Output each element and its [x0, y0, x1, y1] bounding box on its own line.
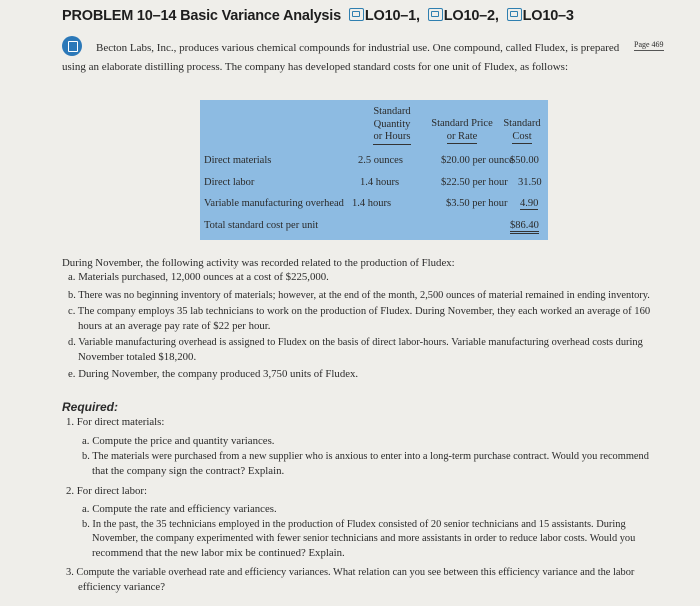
header-line: or Hours: [373, 131, 410, 145]
row-quantity: 1.4 hours: [360, 177, 400, 188]
question-1b-line2: that the company sign the contract? Explain.: [92, 465, 285, 477]
problem-badge-icon: [62, 36, 82, 56]
question-2: 2. For direct labor:: [66, 485, 147, 497]
activity-e: e. During November, the company produced 3,750 units of Fludex.: [68, 368, 359, 380]
required-heading: Required:: [62, 400, 119, 414]
activity-a: a. Materials purchased, 12,000 ounces at a cost of $225,000.: [68, 271, 329, 283]
question-2b-line2: November, the company experimented with fewer senior technicians and more assistants in order to reduce labor costs. Would you: [92, 533, 636, 544]
header-line: Standard Price: [431, 118, 493, 129]
question-2b-line3: recommend that the new labor mix be continued? Explain.: [92, 547, 345, 559]
problem-header: [62, 8, 574, 24]
row-cost: $50.00: [510, 155, 539, 166]
learning-objective-icon: [507, 8, 522, 21]
question-1: 1. For direct materials:: [66, 416, 165, 428]
header-line: Standard: [503, 118, 541, 129]
row-cost: 31.50: [518, 177, 542, 188]
row-label: Direct materials: [204, 155, 272, 166]
price-header: [422, 118, 502, 144]
activity-d-line1: d. Variable manufacturing overhead is assigned to Fludex on the basis of direct labor-hours. Variable manufacturing overhead costs during: [68, 337, 643, 348]
question-1b-line1: b. The materials were purchased from a new supplier who is anxious to enter into a long-term purchase contract. Would you recommend: [82, 451, 649, 462]
intro-line-2: using an elaborate distilling process. The company has developed standard costs for one unit of Fludex, as follows:: [62, 61, 568, 73]
row-price: $20.00 per ounce: [441, 155, 514, 166]
row-cost: 4.90: [520, 198, 539, 209]
question-2b-line1: b. In the past, the 35 technicians employed in the production of Fludex consisted of 20 senior technicians and 15 assistants. During: [82, 519, 626, 530]
objective-1: LO10–1,: [364, 8, 420, 24]
activity-d-line2: November totaled $18,200.: [78, 351, 197, 363]
header-line: Standard: [373, 106, 411, 117]
activity-c-line1: c. The company employs 35 lab technicians to work on the production of Fludex. During November, they each worked an average of 160: [68, 306, 651, 317]
question-3-line2: efficiency variance?: [78, 581, 166, 593]
total-value: $86.40: [510, 220, 539, 234]
learning-objective-icon: [428, 8, 443, 21]
row-price: $3.50 per hour: [446, 198, 508, 209]
question-3-line1: 3. Compute the variable overhead rate and efficiency variances. What relation can you see between this efficiency variance and the labor: [66, 567, 635, 578]
objective-2: LO10–2,: [443, 8, 499, 24]
learning-objective-icon: [349, 8, 364, 21]
row-label: Direct labor: [204, 177, 255, 188]
cost-header: [498, 118, 546, 144]
objective-3: LO10–3: [522, 8, 574, 24]
row-label: Variable manufacturing overhead: [204, 198, 344, 209]
row-quantity: 2.5 ounces: [358, 155, 403, 166]
row-quantity: 1.4 hours: [352, 198, 392, 209]
activity-intro: During November, the following activity was recorded related to the production of Fludex:: [62, 257, 455, 269]
question-2a: a. Compute the rate and efficiency variances.: [82, 503, 277, 515]
activity-c-line2: hours at an average pay rate of $22 per hour.: [78, 320, 271, 332]
row-price: $22.50 per hour: [441, 177, 508, 188]
header-line: Cost: [512, 131, 531, 145]
quantity-header: [358, 106, 426, 145]
page-reference: Page 469: [634, 40, 664, 49]
problem-title: PROBLEM 10–14 Basic Variance Analysis: [62, 8, 341, 24]
header-line: or Rate: [447, 131, 478, 145]
total-label: Total standard cost per unit: [204, 220, 319, 231]
header-line: Quantity: [373, 118, 411, 130]
intro-line-1: Becton Labs, Inc., produces various chemical compounds for industrial use. One compound, called Fludex, is prepared: [96, 42, 620, 54]
question-1a: a. Compute the price and quantity variances.: [82, 435, 275, 447]
standard-cost-table: [200, 100, 548, 240]
activity-b: b. There was no beginning inventory of materials; however, at the end of the month, 2,500 ounces of material remained in ending inventory.: [68, 290, 650, 301]
